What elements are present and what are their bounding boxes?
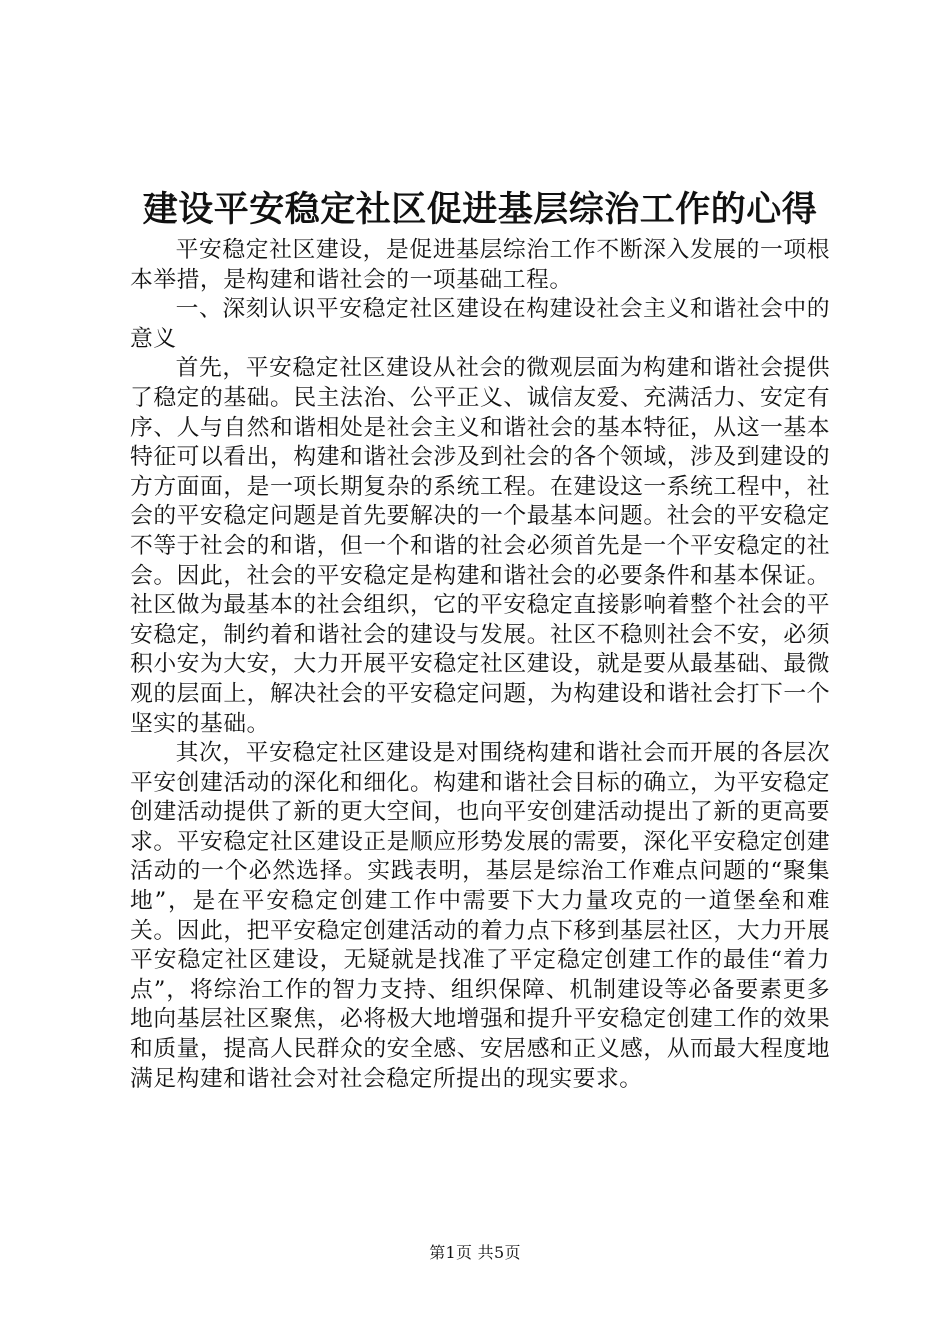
body-paragraph-second: 其次，平安稳定社区建设是对围绕构建和谐社会而开展的各层次平安创建活动的深化和细化。构建和谐社会目标的确立，为平安稳定创建活动提供了新的更大空间，也向平安创建活动提出了新的更高要求。平安稳定社区建设正是顺应形势发展的需要，深化平安稳定创建活动的一个必然选择。实践表明，基层是综治工作难点问题的“聚集地”，是在平安稳定创建工作中需要下大力量攻克的一道堡垒和难关。因此，把平安稳定创建活动的着力点下移到基层社区，大力开展平安稳定社区建设，无疑就是找准了平定稳定创建工作的最佳“着力点”，将综治工作的智力支持、组织保障、机制建设等必备要素更多地向基层社区聚焦，必将极大地增强和提升平安稳定创建工作的效果和质量，提高人民群众的安全感、安居感和正义感，从而最大程度地满足构建和谐社会对社会稳定所提出的现实要求。 xyxy=(130,740,830,1092)
document-title: 建设平安稳定社区促进基层综治工作的心得 xyxy=(142,189,818,230)
document-body xyxy=(130,236,830,1094)
intro-paragraph: 平安稳定社区建设，是促进基层综治工作不断深入发展的一项根本举措，是构建和谐社会的一项基础工程。 xyxy=(130,237,830,293)
body-paragraph-first: 首先，平安稳定社区建设从社会的微观层面为构建和谐社会提供了稳定的基础。民主法治、公平正义、诚信友爱、充满活力、安定有序、人与自然和谐相处是社会主义和谐社会的基本特征，从这一基本特征可以看出，构建和谐社会涉及到社会的各个领域，涉及到建设的方方面面，是一项长期复杂的系统工程。在建设这一系统工程中，社会的平安稳定问题是首先要解决的一个最基本问题。社会的平安稳定不等于社会的和谐，但一个和谐的社会必须首先是一个平安稳定的社会。因此，社会的平安稳定是构建和谐社会的必要条件和基本保证。社区做为最基本的社会组织，它的平安稳定直接影响着整个社会的平安稳定，制约着和谐社会的建设与发展。社区不稳则社会不安，必须积小安为大安，大力开展平安稳定社区建设，就是要从最基础、最微观的层面上，解决社会的平安稳定问题，为构建设和谐社会打下一个坚实的基础。 xyxy=(130,355,830,737)
page-number-footer: 第1页 共5页 xyxy=(429,1243,521,1262)
section-heading: 一、深刻认识平安稳定社区建设在构建设社会主义和谐社会中的意义 xyxy=(130,296,830,352)
